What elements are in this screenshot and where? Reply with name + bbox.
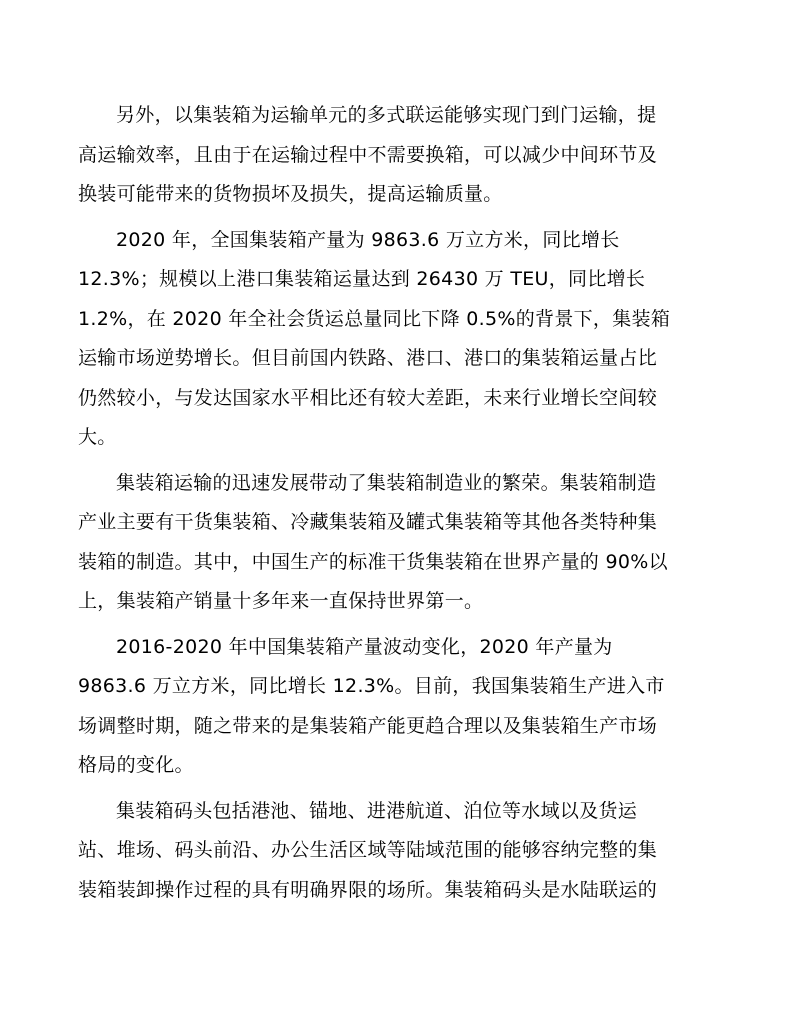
text-line: 运输市场逆势增长。但目前国内铁路、港口、港口的集装箱运量占比 <box>78 347 658 369</box>
text-line: 9863.6 万立方米，同比增长 12.3%。目前，我国集装箱生产进入市 <box>78 675 665 697</box>
text-line: 站、堆场、码头前沿、办公生活区域等陆域范围的能够容纳完整的集 <box>78 839 658 861</box>
text-line: 仍然较小，与发达国家水平相比还有较大差距，未来行业增长空间较 <box>78 386 658 409</box>
paragraph-manufacturing <box>78 464 708 622</box>
paragraph-container-terminal <box>78 792 708 911</box>
text-line: 大。 <box>78 426 117 448</box>
text-line: 装箱的制造。其中，中国生产的标准干货集装箱在世界产量的 90%以 <box>78 550 668 573</box>
text-line: 高运输效率，且由于在运输过程中不需要换箱，可以减少中间环节及 <box>78 143 658 166</box>
text-line: 上，集装箱产销量十多年来一直保持世界第一。 <box>78 590 484 612</box>
text-line: 集装箱码头包括港池、锚地、进港航道、泊位等水域以及货运 <box>116 799 638 822</box>
text-line: 1.2%，在 2020 年全社会货运总量同比下降 0.5%的背景下，集装箱 <box>78 307 671 330</box>
paragraph-2020-statistics <box>78 221 708 458</box>
text-line: 集装箱运输的迅速发展带动了集装箱制造业的繁荣。集装箱制造 <box>116 471 657 494</box>
text-line: 2016-2020 年中国集装箱产量波动变化，2020 年产量为 <box>116 635 613 658</box>
text-line: 2020 年，全国集装箱产量为 9863.6 万立方米，同比增长 <box>116 228 620 251</box>
body-text <box>78 96 708 916</box>
text-line: 格局的变化。 <box>78 754 194 776</box>
text-line: 装箱装卸操作过程的具有明确界限的场所。集装箱码头是水陆联运的 <box>78 878 658 901</box>
text-line: 场调整时期，随之带来的是集装箱产能更趋合理以及集装箱生产市场 <box>78 714 658 737</box>
text-line: 产业主要有干货集装箱、冷藏集装箱及罐式集装箱等其他各类特种集 <box>78 511 658 533</box>
text-line: 12.3%；规模以上港口集装箱运量达到 26430 万 TEU，同比增长 <box>78 268 646 290</box>
text-line: 换装可能带来的货物损坏及损失，提高运输质量。 <box>78 183 503 205</box>
text-line: 另外，以集装箱为运输单元的多式联运能够实现门到门运输，提 <box>116 104 657 126</box>
paragraph-multimodal-transport <box>78 96 708 215</box>
paragraph-production-trend <box>78 628 708 786</box>
